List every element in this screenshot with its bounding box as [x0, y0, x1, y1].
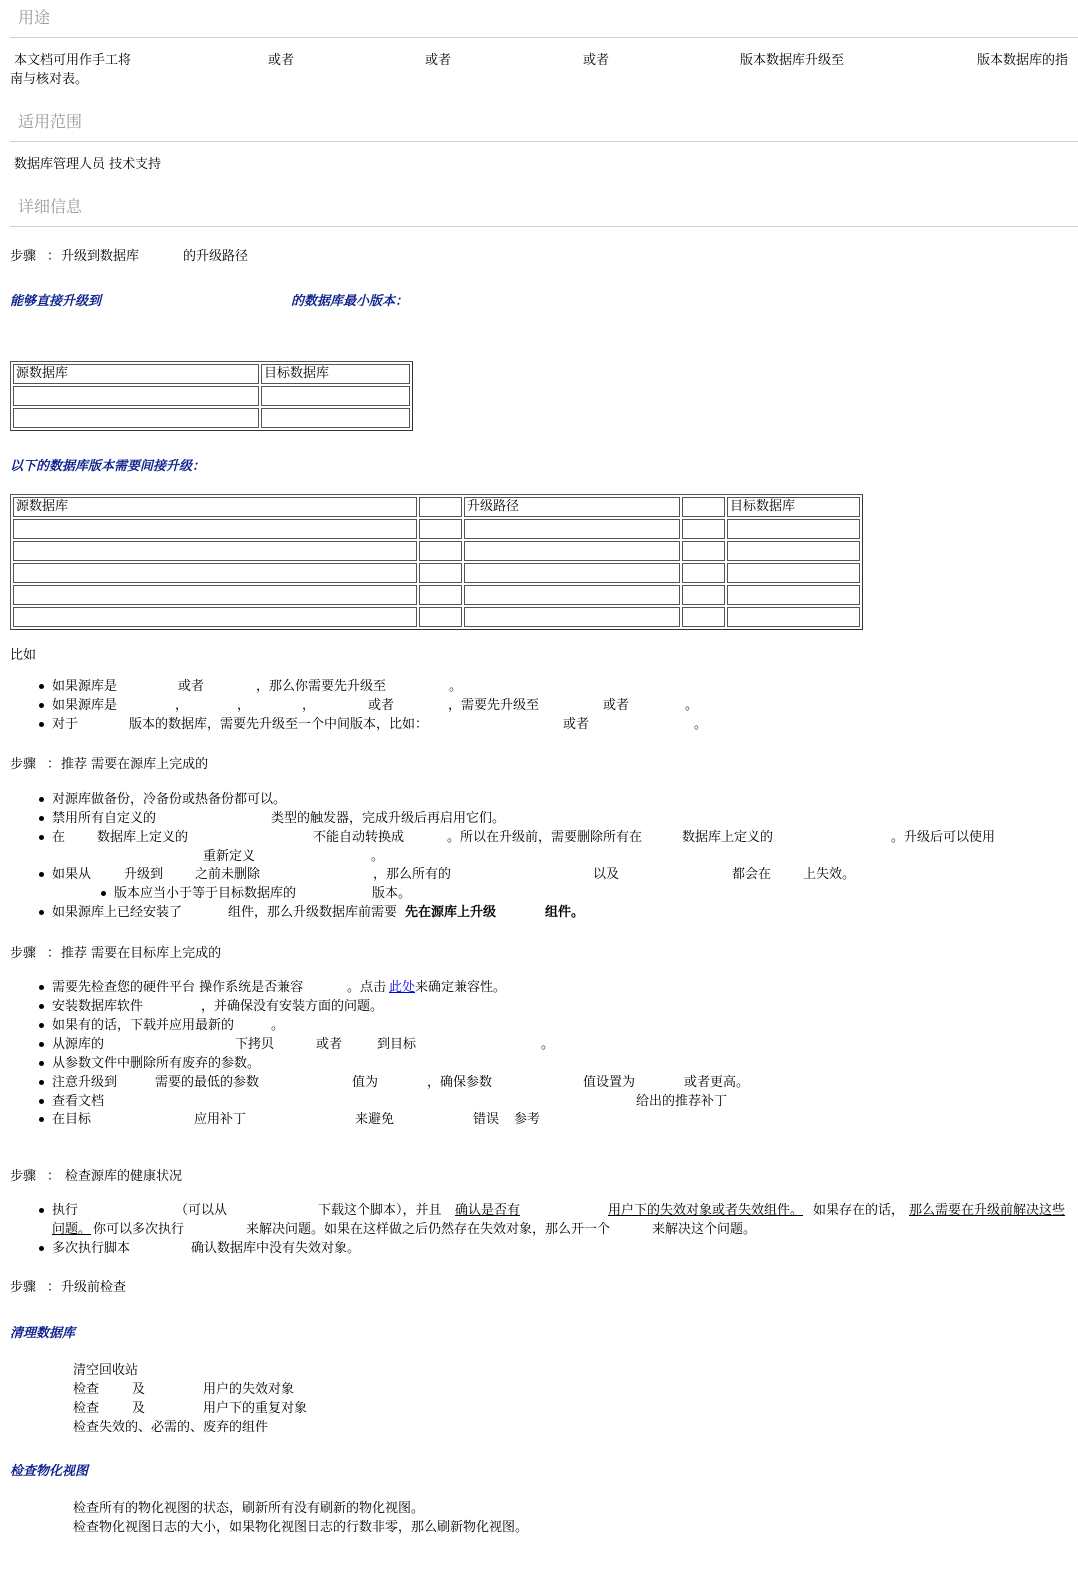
table-header-cell: 源数据库 — [13, 364, 259, 384]
table-row — [13, 563, 860, 583]
list-item-text: 执行 — [52, 1203, 79, 1218]
list-item-text: 。 — [271, 1018, 285, 1033]
table-row — [13, 386, 410, 406]
list-item-text: 版本应当小于等于目标数据库的 — [114, 886, 297, 901]
indirect-upgrade-table — [10, 494, 863, 630]
details-heading: 详细信息 — [18, 197, 83, 216]
cleanup-caption: 清理数据库 — [10, 1326, 76, 1341]
table-cell — [727, 519, 860, 539]
list-item-text: ，需要先升级至 — [448, 698, 540, 713]
step5-title-text: 升级前检查 — [61, 1280, 127, 1295]
table-cell — [682, 519, 725, 539]
table-header-cell: 目标数据库 — [261, 364, 410, 384]
list-item-text: 如果从 — [52, 867, 92, 882]
list-item-text: 注意升级到 — [52, 1075, 118, 1090]
list-item-text: 应用补丁 — [194, 1112, 247, 1127]
step4-title-text: 检查源库的健康状况 — [65, 1169, 183, 1184]
list-item-text: 重新定义 — [203, 849, 256, 864]
list-item — [52, 1073, 117, 1092]
purpose-text-6: 版本数据库的指 — [977, 53, 1069, 68]
list-item-text: 来解决这个问题。 — [652, 1222, 757, 1237]
list-item-text: 在 — [52, 830, 66, 845]
list-item — [52, 1201, 78, 1220]
mview-caption: 检查物化视图 — [10, 1464, 89, 1479]
list-item — [52, 1035, 104, 1054]
table-cell — [419, 607, 462, 627]
list-item-text: 问题。 — [52, 1222, 92, 1237]
step2-colon: ： — [47, 757, 61, 772]
list-item — [52, 715, 78, 734]
step3-colon: ： — [47, 946, 61, 961]
list-item-text: 需要先检查您的硬件平台 操作系统是否兼容 — [52, 980, 304, 995]
table-cell — [419, 519, 462, 539]
list-item: 检查失效的、必需的、废弃的组件 — [73, 1420, 269, 1435]
scope-heading: 适用范围 — [18, 112, 83, 131]
purpose-text-2: 或者 — [268, 53, 295, 68]
list-item-text: 禁用所有自定义的 — [52, 811, 157, 826]
list-item-text: 及 — [132, 1401, 146, 1416]
purpose-text-1: 本文档可用作手工将 — [14, 53, 132, 68]
step1-label: 步骤 — [10, 249, 37, 264]
list-item-text: 或者 — [368, 698, 395, 713]
details-divider — [10, 226, 1078, 227]
step3-label: 步骤 — [10, 946, 37, 961]
list-item-text: ，确保参数 — [427, 1075, 493, 1090]
list-item-emphasis: 组件。 — [545, 905, 585, 920]
table-cell — [682, 607, 725, 627]
list-item-text: 升级到 — [124, 867, 164, 882]
list-item — [52, 790, 286, 809]
table-cell — [419, 563, 462, 583]
list-item-text: ，那么你需要先升级至 — [256, 679, 387, 694]
compatibility-link[interactable]: 此处 — [389, 980, 416, 995]
table-header-cell — [419, 497, 462, 517]
list-item-text: ，并确保没有安装方面的问题。 — [201, 999, 384, 1014]
list-item: 清空回收站 — [73, 1363, 139, 1378]
list-item — [114, 884, 296, 903]
purpose-text-5: 版本数据库升级至 — [740, 53, 845, 68]
list-item-text: 那么需要在升级前解决这些 — [909, 1203, 1066, 1218]
table-cell — [682, 541, 725, 561]
list-item-text: 你可以多次执行 — [93, 1222, 185, 1237]
list-item-text: 值设置为 — [583, 1075, 636, 1090]
step2-label: 步骤 — [10, 757, 37, 772]
list-item — [52, 828, 65, 847]
example-label: 比如 — [10, 648, 37, 663]
table-cell — [682, 585, 725, 605]
list-item-text: 或者 — [316, 1037, 343, 1052]
table-header-row — [13, 497, 860, 517]
list-item — [52, 865, 91, 884]
list-item — [52, 978, 303, 997]
list-item-text: 下载这个脚本），并且 — [318, 1203, 442, 1218]
list-item — [52, 696, 117, 715]
step5-label: 步骤 — [10, 1280, 37, 1295]
list-item-text: 。所以在升级前，需要删除所有在 — [447, 830, 643, 845]
table-cell — [727, 607, 860, 627]
list-item-text: 参考 — [514, 1112, 541, 1127]
table-header-cell: 升级路径 — [464, 497, 680, 517]
list-item-emphasis: 先在源库上升级 — [405, 905, 497, 920]
list-item — [52, 1092, 104, 1111]
list-item-text: 从源库的 — [52, 1037, 105, 1052]
list-item-text: 。 — [449, 679, 463, 694]
step3-title-text: 推荐 需要在目标库上完成的 — [61, 946, 222, 961]
list-item-text: 之前未删除 — [195, 867, 261, 882]
list-item-text: 在目标 — [52, 1112, 92, 1127]
purpose-divider — [10, 37, 1078, 38]
list-item — [52, 677, 117, 696]
table-cell — [261, 408, 410, 428]
list-item — [52, 903, 182, 922]
direct-upgrade-table — [10, 361, 413, 431]
list-item-text: 错误 — [473, 1112, 500, 1127]
list-item: 检查 — [73, 1382, 100, 1397]
list-item-text: 从参数文件中删除所有废弃的参数。 — [52, 1056, 261, 1071]
scope-divider — [10, 141, 1078, 142]
list-item-text: 上失效。 — [803, 867, 856, 882]
table-cell — [13, 541, 417, 561]
list-item-text: 。 — [685, 698, 699, 713]
list-item-text: 对于 — [52, 717, 79, 732]
list-item: 检查物化视图日志的大小，如果物化视图日志的行数非零，那么刷新物化视图。 — [73, 1520, 529, 1535]
list-item-text: 组件，那么升级数据库前需要 — [228, 905, 398, 920]
list-item-text: 确认是否有 — [455, 1203, 521, 1218]
table-header-cell: 源数据库 — [13, 497, 417, 517]
list-item-text: 来避免 — [355, 1112, 395, 1127]
list-item-text: ， — [175, 698, 189, 713]
list-item-text: 确认数据库中没有失效对象。 — [191, 1241, 361, 1256]
list-item-text: 或者 — [178, 679, 205, 694]
list-item-text: 如果源库是 — [52, 698, 118, 713]
table-cell — [464, 607, 680, 627]
list-item-text: 到目标 — [377, 1037, 417, 1052]
table-cell — [419, 585, 462, 605]
table-cell — [464, 541, 680, 561]
list-item-text: 版本。 — [372, 886, 412, 901]
step1-colon: ： — [47, 249, 61, 264]
list-item-text: 。 — [371, 849, 385, 864]
list-item-text: 用户下的重复对象 — [203, 1401, 308, 1416]
table-row — [13, 585, 860, 605]
table-cell — [13, 607, 417, 627]
list-item-text: ， — [302, 698, 316, 713]
list-item-text: ， — [237, 698, 251, 713]
table-header-cell — [682, 497, 725, 517]
table-cell — [261, 386, 410, 406]
list-item — [52, 1054, 260, 1073]
list-item — [52, 1239, 130, 1258]
list-item — [52, 1016, 234, 1035]
step1-title-a: 升级到数据库 — [61, 249, 140, 264]
list-item-text: 如果有的话，下载并应用最新的 — [52, 1018, 235, 1033]
table-row — [13, 408, 410, 428]
list-item-text: 。点击 — [347, 980, 387, 995]
list-item-text: 安装数据库软件 — [52, 999, 144, 1014]
purpose-text-line2: 南与核对表。 — [10, 72, 89, 87]
list-item-text: 查看文档 — [52, 1094, 105, 1109]
table-row — [13, 607, 860, 627]
table-cell — [727, 563, 860, 583]
step4-colon: ： — [47, 1169, 61, 1184]
step5-colon: ： — [47, 1280, 61, 1295]
table-header-row — [13, 364, 410, 384]
step4-label: 步骤 — [10, 1169, 37, 1184]
table-cell — [13, 386, 259, 406]
list-item: 检查 — [73, 1401, 100, 1416]
list-item-text: 来解决问题。如果在这样做之后仍然存在失效对象，那么开一个 — [246, 1222, 611, 1237]
list-item-text: 多次执行脚本 — [52, 1241, 131, 1256]
list-item-text: 下拷贝 — [235, 1037, 275, 1052]
list-item-text: 版本的数据库，需要先升级至一个中间版本，比如： — [129, 717, 429, 732]
table-cell — [13, 408, 259, 428]
list-item-text: 及 — [132, 1382, 146, 1397]
list-item-text: 如果源库是 — [52, 679, 118, 694]
table-cell — [682, 563, 725, 583]
list-item-text: 。 — [541, 1037, 555, 1052]
table-cell — [419, 541, 462, 561]
table-row — [13, 541, 860, 561]
list-item-text: 以及 — [593, 867, 620, 882]
list-item-text: 或者 — [603, 698, 630, 713]
list-item-text: 用户的失效对象 — [203, 1382, 295, 1397]
list-item-text: 数据库上定义的 — [97, 830, 189, 845]
list-item-text: 。升级后可以使用 — [891, 830, 996, 845]
list-item — [52, 809, 156, 828]
direct-upgrade-caption-a: 能够直接升级到 — [10, 294, 102, 309]
list-item-text: 如果源库上已经安装了 — [52, 905, 183, 920]
list-item-text: 不能自动转换成 — [313, 830, 405, 845]
step2-title-text: 推荐 需要在源库上完成的 — [61, 757, 209, 772]
table-cell — [727, 585, 860, 605]
list-item-text: 。 — [694, 717, 708, 732]
list-item — [52, 1110, 91, 1129]
step1-title-b: 的升级路径 — [183, 249, 249, 264]
list-item-text: 类型的触发器，完成升级后再启用它们。 — [271, 811, 506, 826]
list-item-text: 给出的推荐补丁 — [636, 1094, 728, 1109]
purpose-text-3: 或者 — [425, 53, 452, 68]
list-item — [52, 997, 143, 1016]
list-item-text: 用户下的失效对象或者失效组件。 — [608, 1203, 804, 1218]
table-cell — [13, 585, 417, 605]
table-header-cell: 目标数据库 — [727, 497, 860, 517]
direct-upgrade-caption-b: 的数据库最小版本： — [291, 294, 409, 309]
list-item-text: ，那么所有的 — [373, 867, 452, 882]
list-item-text: 或者 — [563, 717, 590, 732]
indirect-upgrade-caption: 以下的数据库版本需要间接升级： — [10, 459, 206, 474]
list-item-text: 值为 — [352, 1075, 379, 1090]
list-item-text: 如果存在的话， — [813, 1203, 905, 1218]
table-cell — [464, 519, 680, 539]
list-item-text: 对源库做备份，冷备份或热备份都可以。 — [52, 792, 287, 807]
table-row — [13, 519, 860, 539]
list-item-text: 来确定兼容性。 — [415, 980, 507, 995]
table-cell — [727, 541, 860, 561]
table-cell — [13, 563, 417, 583]
table-cell — [464, 585, 680, 605]
scope-text: 数据库管理人员 技术支持 — [14, 157, 162, 172]
list-item-text: 数据库上定义的 — [682, 830, 774, 845]
table-cell — [464, 563, 680, 583]
purpose-text-4: 或者 — [583, 53, 610, 68]
list-item: 检查所有的物化视图的状态，刷新所有没有刷新的物化视图。 — [73, 1501, 425, 1516]
list-item-text: （可以从 — [175, 1203, 228, 1218]
list-item-text: 都会在 — [732, 867, 772, 882]
list-item-text: 需要的最低的参数 — [155, 1075, 260, 1090]
purpose-heading: 用途 — [18, 8, 51, 27]
list-item-text: 或者更高。 — [684, 1075, 750, 1090]
table-cell — [13, 519, 417, 539]
